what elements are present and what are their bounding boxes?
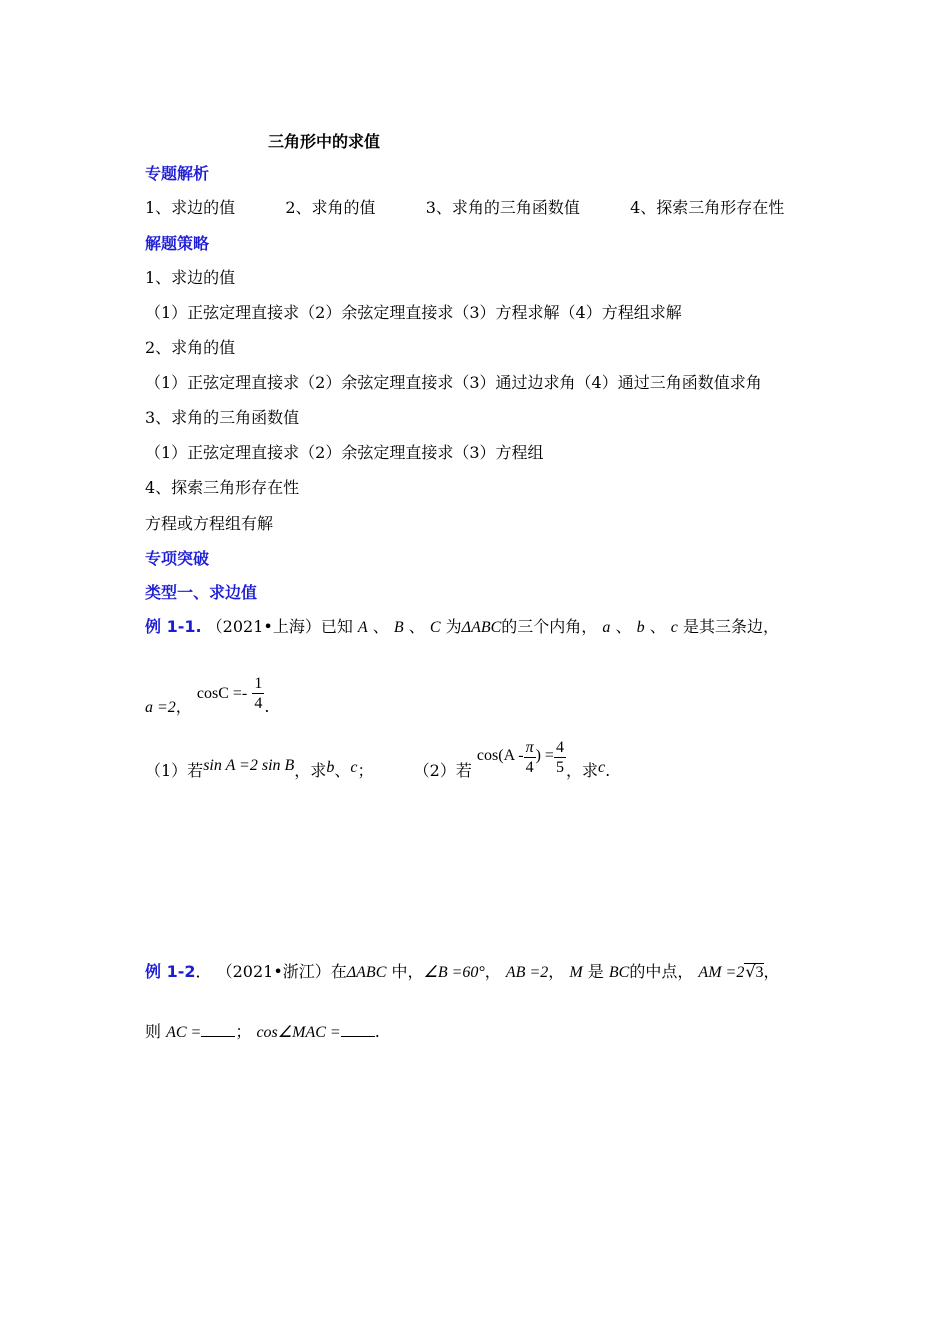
- q1-expression: sin A =2 sin B: [203, 757, 295, 774]
- strategy-head-3: 3、求角的三角函数值: [145, 408, 300, 427]
- frac-den: 4: [254, 695, 263, 712]
- var-c: c: [670, 619, 678, 636]
- example-1-1-line2: a =2， cosC =- $\frac{1}{4}$ .: [145, 675, 270, 716]
- sep: 、: [408, 617, 425, 636]
- analysis-item-3: 3、求角的三角函数值: [425, 198, 580, 217]
- a-equals: a =2: [145, 699, 176, 716]
- sep: 、: [372, 617, 389, 636]
- answer-blank-cos[interactable]: [341, 1022, 375, 1037]
- q1-var-b: b: [326, 759, 335, 776]
- example-1-2-label: 例 1-2: [145, 962, 196, 981]
- q1-ask: ，求: [294, 761, 327, 780]
- q2-num: 4: [555, 739, 564, 756]
- analysis-item-2: 2、求角的值: [285, 198, 376, 217]
- word-ze: 则: [145, 1022, 162, 1041]
- example-1-1-line1: 例 1-1. （2021•上海）已知 A 、 B 、 C 为ΔABC的三个内角， a 、 b 、 c 是其三条边，: [145, 617, 780, 636]
- three-sides-text: 是其三条边，: [683, 617, 780, 636]
- midpoint-text: 的中点，: [629, 962, 694, 981]
- q2-den: 5: [555, 759, 564, 776]
- page-title: 三角形中的求值: [268, 132, 381, 151]
- cos-mac-expr: cos∠MAC =: [256, 1024, 341, 1041]
- am-expr: AM =2: [698, 964, 745, 981]
- fraction-four-fifths: [554, 738, 566, 777]
- ac-expr: AC =: [166, 1024, 202, 1041]
- breakthrough-heading: 专项突破: [145, 549, 210, 568]
- strategy-detail-3: （1）正弦定理直接求（2）余弦定理直接求（3）方程组: [145, 443, 544, 462]
- pi-num: π: [525, 739, 534, 756]
- analysis-item-1: 1、求边的值: [145, 198, 236, 217]
- type1-heading: 类型一、求边值: [145, 583, 258, 602]
- fraction-one-quarter: [252, 674, 264, 713]
- q1-prefix: （1）若: [145, 761, 204, 780]
- example-1-2-line2: 则 AC = ； cos∠MAC = .: [145, 1022, 380, 1041]
- var-A: A: [357, 619, 368, 636]
- sep: 、: [615, 617, 632, 636]
- strategy-heading: 解题策略: [145, 234, 210, 253]
- pi-den: 4: [525, 759, 534, 776]
- var-M: M: [569, 964, 583, 981]
- angle-b-expr: ∠B =60°: [423, 964, 485, 981]
- q2-expression-mid: ) =: [535, 747, 554, 764]
- cosC-expr: cosC =-: [196, 685, 248, 702]
- var-b: b: [636, 619, 645, 636]
- analysis-heading: 专题解析: [145, 164, 210, 183]
- var-BC: BC: [608, 964, 630, 981]
- example-1-1-questions: （1）若sin A =2 sin B，求b、c； （2）若 cos(A - $\frac{\pi}{4}$ ) = $\frac{4}{5}$ ，求c.: [145, 739, 611, 780]
- q2-var-c: c: [597, 759, 606, 776]
- answer-blank-ac[interactable]: [201, 1022, 235, 1037]
- sqrt-three: √3: [745, 962, 764, 981]
- q2-ask: ，求: [565, 761, 598, 780]
- three-angles-text: 的三个内角，: [501, 617, 598, 636]
- sep: 、: [649, 617, 666, 636]
- strategy-detail-2: （1）正弦定理直接求（2）余弦定理直接求（3）通过边求角（4）通过三角函数值求角: [145, 373, 762, 392]
- word-wei: 为: [445, 617, 462, 636]
- q2-expression-pre: cos(A -: [476, 747, 524, 764]
- strategy-detail-4: 方程或方程组有解: [145, 514, 274, 533]
- example-1-1-label: 例 1-1: [145, 617, 196, 636]
- ab-expr: AB =2: [505, 964, 549, 981]
- analysis-items: [145, 198, 784, 218]
- strategy-head-4: 4、探索三角形存在性: [145, 478, 300, 497]
- triangle-abc: ΔABC: [461, 619, 502, 636]
- q2-prefix: （2）若: [413, 761, 472, 780]
- example-1-2-line1: 例 1-2． （2021•浙江）在ΔABC 中，∠B =60°， AB =2， M 是 BC的中点， AM =2√3，: [145, 962, 780, 981]
- word-zhong: 中，: [391, 962, 424, 981]
- strategy-head-2: 2、求角的值: [145, 338, 236, 357]
- var-a: a: [602, 619, 611, 636]
- sep: 、: [334, 761, 351, 780]
- sqrt-radicand: 3: [755, 964, 764, 981]
- strategy-detail-1: （1）正弦定理直接求（2）余弦定理直接求（3）方程求解（4）方程组求解: [145, 303, 682, 322]
- example-1-2-source: （2021•浙江）在: [216, 962, 347, 981]
- strategy-head-1: 1、求边的值: [145, 268, 236, 287]
- analysis-item-4: 4、探索三角形存在性: [630, 198, 785, 217]
- var-B: B: [393, 619, 404, 636]
- frac-num: 1: [254, 675, 263, 692]
- var-C: C: [429, 619, 441, 636]
- example-1-1-source: （2021•上海）已知: [206, 617, 353, 636]
- q1-var-c: c: [350, 759, 358, 776]
- triangle-abc-2: ΔABC: [346, 964, 387, 981]
- word-shi: 是: [587, 962, 604, 981]
- fraction-pi-quarter: [524, 738, 536, 777]
